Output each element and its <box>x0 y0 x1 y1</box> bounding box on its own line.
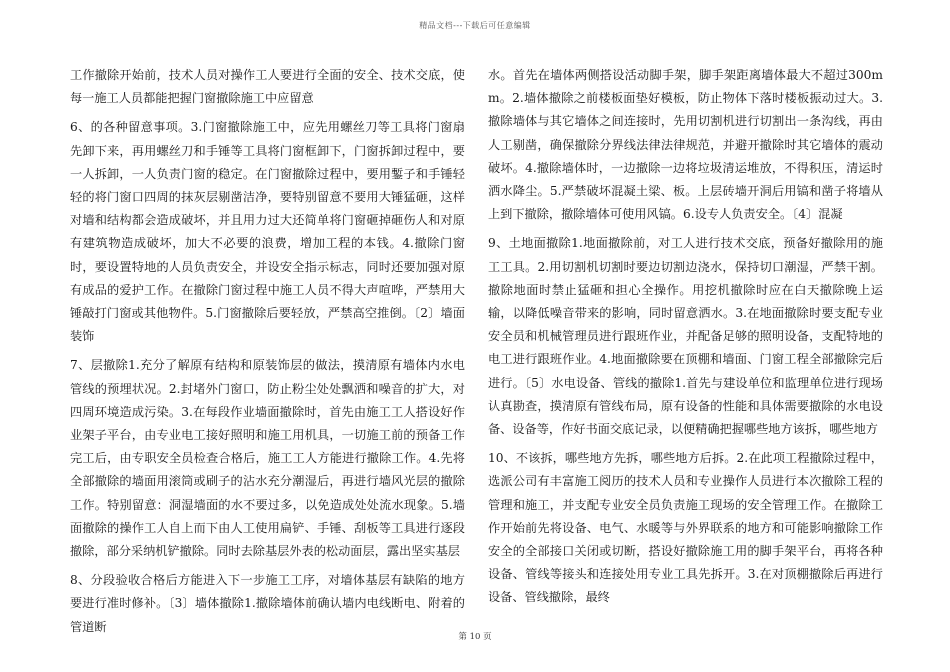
paragraph: 10、不该拆，哪些地方先拆，哪些地方后拆。2.在此项工程撤除过程中，选派公司有丰富施工阅历的技术人员和专业操作人员进行本次撤除工程的管理和施工，并支配专业安全员负责施工现场的安全管理工作。在撤除工作开始前先将设备、电气、水暖等与外界联系的地方和可能影响撤除工作安全的全部接口关闭或切断，搭设好撤除施工用的脚手架平台，再将各种设备、管线等接头和连接处用专业工具先拆开。3.在对顶棚撤除后再进行设备、管线撤除，最终 <box>488 451 883 605</box>
page-header: 精品文档---下载后可任意编辑 <box>419 21 531 30</box>
left-column <box>70 64 465 645</box>
page-number: 第 10 页 <box>458 632 492 642</box>
paragraph: 7、层撤除1.充分了解原有结构和原装饰层的做法，摸清原有墙体内水电管线的预埋状况。2.封堵外门窗口，防止粉尘处处飘洒和噪音的扩大，对四周环境造成污染。3.在每段作业墙面撤除时，首先由施工工人搭设好作业架子平台，由专业电工接好照明和施工用机具，一切施工前的预备工作完工后，由专职安全员检查合格后，施工工人方能进行撤除工作。4.先将全部撤除的墙面用滚筒或刷子的沾水充分潮湿后，再进行墙风光层的撤除工作。特别留意：洞湿墙面的水不要过多，以免造成处处流水现象。5.墙面撤除的操作工人自上而下由人工使用扁铲、手锤、刮板等工具进行逐段撤除，部分采纳机铲撤除。同时去除基层外表的松动面层，露出坚实基层 <box>70 358 465 559</box>
right-column <box>488 64 883 616</box>
paragraph: 9、土地面撤除1.地面撤除前，对工人进行技术交底，预备好撤除用的施工工具。2.用切割机切割时要边切割边浇水，保持切口潮湿，严禁干割。撤除地面时禁止猛砸和担心全操作。用挖机撤除时应在白天撤除晚上运输，以降低噪音带来的影响，同时留意洒水。3.在地面撤除时要支配专业安全员和机械管理员进行跟班作业，并配备足够的照明设备，支配特地的电工进行跟班作业。4.地面撤除要在顶棚和墙面、门窗工程全部撤除完后进行。〔5〕水电设备、管线的撤除1.首先与建设单位和监理单位进行现场认真勘查，摸清原有管线布局，原有设备的性能和具体需要撤除的水电设备、设备等，作好书面交底记录，以便精确把握哪些地方该拆，哪些地方 <box>488 236 883 437</box>
paragraph: 8、分段验收合格后方能进入下一步施工工序，对墙体基层有缺陷的地方要进行准时修补。〔3〕墙体撤除1.撤除墙体前确认墙内电线断电、附着的管道断 <box>70 573 465 634</box>
paragraph: 水。首先在墙体两侧搭设活动脚手架，脚手架距离墙体最大不超过300mm。2.墙体撤除之前楼板面垫好模板，防止物体下落时楼板振动过大。3.撤除墙体与其它墙体之间连接时，先用切割机进行切割出一条沟线，再由人工剔凿，确保撤除分界线法律法律规范，并避开撤除时其它墙体的震动破坏。4.撤除墙体时，一边撤除一边将垃圾清运堆放，不得积压，清运时洒水降尘。5.严禁破坏混凝土梁、板。上层砖墙开洞后用镐和凿子将墙从上到下撤除，撤除墙体可使用风镐。6.设专人负责安全。〔4〕混凝 <box>488 68 883 222</box>
paragraph: 6、的各种留意事项。3.门窗撤除施工中，应先用螺丝刀等工具将门窗扇先卸下来，再用螺丝刀和手锤等工具将门窗框卸下，门窗拆卸过程中，要一人拆卸，一人负责门窗的稳定。在门窗撤除过程中，要用鏨子和手锤轻轻的将门窗口四周的抹灰层剔凿洁净，要特别留意不要用大锤猛砸，这样对墙和结构都会造成破坏，并且用力过大还简单将门窗砸掉砸伤人和对原有建筑物造成破坏，加大不必要的浪费，增加工程的本钱。4.撤除门窗时，要设置特地的人员负责安全，并设安全指示标志，同时还要加强对原有成品的爱护工作。在撤除门窗过程中施工人员不得大声喧哗，严禁用大锤敲打门窗或其他物件。5.门窗撤除后要轻放，严禁高空推倒。〔2〕墙面装饰 <box>70 120 465 344</box>
paragraph: 工作撤除开始前，技术人员对操作工人要进行全面的安全、技术交底，使每一施工人员都能把握门窗撤除施工中应留意 <box>70 68 465 106</box>
